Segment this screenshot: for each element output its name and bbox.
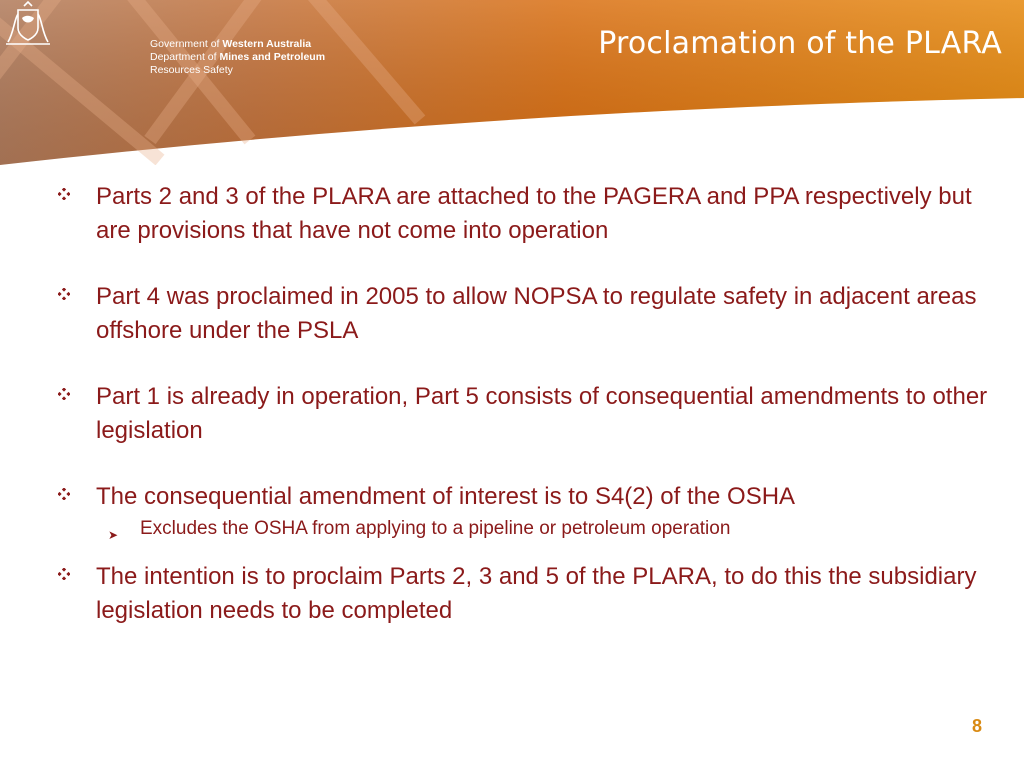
sub-bullet-item xyxy=(108,516,988,542)
bullet-text: Part 4 was proclaimed in 2005 to allow NOPSA to regulate safety in adjacent areas offshore under the PSLA xyxy=(96,283,977,344)
slide-title: Proclamation of the PLARA xyxy=(598,26,1002,61)
diamond-flower-bullet-icon xyxy=(58,488,70,500)
bullet-item xyxy=(58,280,988,348)
org-line-2-prefix: Department of xyxy=(150,51,220,63)
coat-of-arms-icon xyxy=(0,0,56,50)
diamond-flower-bullet-icon xyxy=(58,188,70,200)
diamond-flower-bullet-icon xyxy=(58,288,70,300)
bullet-item xyxy=(58,180,988,248)
org-line-1-prefix: Government of xyxy=(150,38,223,50)
bullet-text: Part 1 is already in operation, Part 5 consists of consequential amendments to other legislation xyxy=(96,383,988,444)
bullet-item xyxy=(58,380,988,448)
bullet-text: The consequential amendment of interest is to S4(2) of the OSHA xyxy=(96,483,796,510)
header-banner xyxy=(0,0,1024,165)
bullet-item xyxy=(58,560,988,628)
diamond-flower-bullet-icon xyxy=(58,388,70,400)
header-background xyxy=(0,0,1024,165)
sub-bullet-text: Excludes the OSHA from applying to a pipeline or petroleum operation xyxy=(140,518,731,539)
org-line-1-bold: Western Australia xyxy=(222,38,312,50)
page-number: 8 xyxy=(971,716,982,736)
arrowhead-bullet-icon: ➤ xyxy=(108,528,119,542)
bullet-item xyxy=(58,480,988,514)
org-line-2-bold: Mines and Petroleum xyxy=(219,51,326,63)
diamond-flower-bullet-icon xyxy=(58,568,70,580)
bullet-text: Parts 2 and 3 of the PLARA are attached to the PAGERA and PPA respectively but are provisions that have not come into operation xyxy=(96,183,972,244)
org-line-3: Resources Safety xyxy=(150,64,233,76)
bullet-text: The intention is to proclaim Parts 2, 3 and 5 of the PLARA, to do this the subsidiary legislation needs to be completed xyxy=(96,563,977,624)
bullet-list xyxy=(58,180,988,660)
organization-name xyxy=(150,38,325,77)
